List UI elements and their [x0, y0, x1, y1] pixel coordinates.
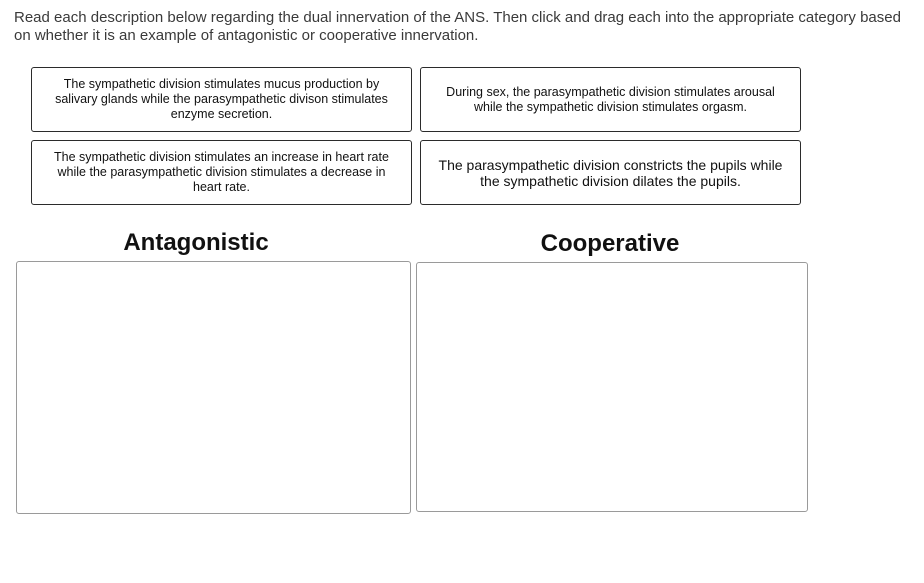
drop-zone-cooperative[interactable] [416, 262, 808, 512]
card-text: During sex, the parasympathetic division stimulates arousal while the sympathetic division stimulates orgasm. [446, 84, 775, 114]
draggable-card-heart-rate[interactable] [31, 140, 412, 205]
card-text: The sympathetic division stimulates mucus production by salivary glands while the parasympathetic divison stimulates enzyme secretion. [55, 77, 388, 121]
draggable-card-salivary[interactable] [31, 67, 412, 132]
draggable-card-sex[interactable] [420, 67, 801, 132]
draggable-card-pupils[interactable] [420, 140, 801, 205]
category-title-cooperative: Cooperative [540, 230, 680, 257]
drop-zone-antagonistic[interactable] [16, 261, 411, 514]
category-title-antagonistic: Antagonistic [123, 229, 269, 256]
card-text: The parasympathetic division constricts the pupils while the sympathetic division dilates the pupils. [438, 156, 783, 189]
card-text: The sympathetic division stimulates an increase in heart rate while the parasympathetic division stimulates a decrease in heart rate. [54, 150, 389, 194]
instructions-text: Read each description below regarding the dual innervation of the ANS. Then click and drag each into the appropriate category based on whether it is an example of antagonistic or cooperative innervation. [14, 9, 901, 44]
